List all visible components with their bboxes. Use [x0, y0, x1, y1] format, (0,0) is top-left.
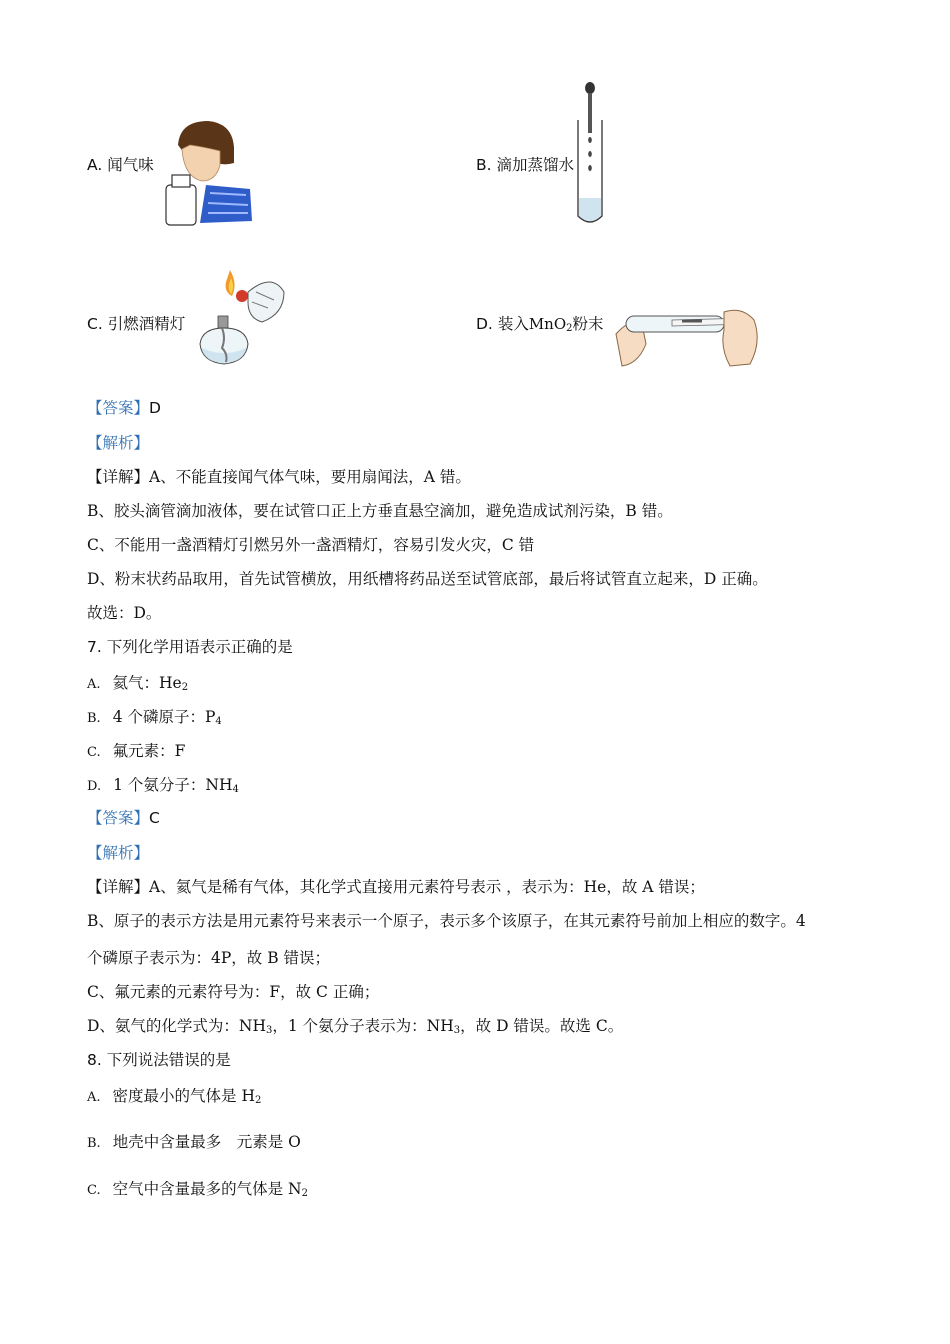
formula: MnO$_2$ — [528, 315, 573, 334]
answer-tag: 【答案】 — [87, 399, 150, 417]
q7-detail-line-4: C、氟元素的元素符号为：F，故 C 正确； — [87, 983, 380, 1001]
detail-text: A、氦气是稀有气体，其化学式直接用元素符号表示 ，表示为：He，故 A 错误； — [149, 878, 705, 896]
option-letter: C. — [87, 315, 103, 333]
option-letter: B. — [476, 156, 492, 174]
figure-option-a — [87, 155, 154, 175]
q7-stem: 7. 下列化学用语表示正确的是 — [87, 638, 293, 656]
option-text: 引燃酒精灯 — [107, 315, 186, 333]
option-text: 装入 — [497, 315, 529, 333]
q6-detail-line-4: D、粉末状药品取用，首先试管横放，用纸槽将药品送至试管底部，最后将试管直立起来，D 正确。 — [87, 570, 768, 588]
q7-option-a: A. 氦气：$He_2$ — [87, 674, 189, 693]
lighting-alcohol-lamp-illustration — [192, 262, 288, 368]
q8-option-a: A. 密度最小的气体是 $H_2$ — [87, 1087, 262, 1106]
q7-detail-line-3: 个磷原子表示为：4P，故 B 错误； — [87, 949, 331, 967]
q6-analysis-tag: 【解析】 — [87, 434, 150, 452]
answer-value: D — [149, 399, 161, 417]
q7-detail-line-2: B、原子的表示方法是用元素符号来表示一个原子，表示多个该原子，在其元素符号前加上相应的数字。4 — [87, 912, 806, 930]
option-text: 滴加蒸馏水 — [496, 156, 575, 174]
option-letter: D. — [476, 315, 493, 333]
q7-option-d: D. 1 个氨分子：$NH_4$ — [87, 776, 239, 795]
adding-powder-illustration — [612, 294, 762, 370]
detail-tag: 【详解】 — [87, 878, 150, 896]
dropper-test-tube-illustration — [572, 80, 608, 228]
option-text-after: 粉末 — [572, 315, 604, 333]
q8-option-b: B. 地壳中含量最多 元素是 O — [87, 1133, 301, 1151]
figure-option-d — [476, 314, 604, 334]
figure-option-c — [87, 314, 185, 334]
q7-option-c: C. 氟元素：F — [87, 742, 186, 760]
q8-stem: 8. 下列说法错误的是 — [87, 1051, 231, 1069]
figure-option-b — [476, 155, 574, 175]
q7-option-b: B. 4 个磷原子：$P_4$ — [87, 708, 222, 727]
detail-text: A、不能直接闻气体气味，要用扇闻法，A 错。 — [149, 468, 471, 486]
smelling-gas-illustration — [160, 115, 255, 227]
q6-detail-line-1 — [87, 467, 471, 487]
q7-analysis-tag: 【解析】 — [87, 844, 150, 862]
option-text: 闻气味 — [107, 156, 154, 174]
answer-tag: 【答案】 — [87, 809, 150, 827]
q7-detail-line-1 — [87, 877, 705, 897]
q8-option-c: C. 空气中含量最多的气体是 $N_2$ — [87, 1180, 308, 1199]
q7-detail-line-5: D、氨气的化学式为：$NH_3$，1 个氨分子表示为：$NH_3$，故 D 错误。故选 C。 — [87, 1017, 624, 1036]
q6-detail-line-5: 故选：D。 — [87, 604, 162, 622]
q7-answer — [87, 808, 160, 828]
q6-detail-line-2: B、胶头滴管滴加液体，要在试管口正上方垂直悬空滴加，避免造成试剂污染，B 错。 — [87, 502, 673, 520]
q6-answer — [87, 398, 161, 418]
answer-value: C — [149, 809, 160, 827]
detail-tag: 【详解】 — [87, 468, 150, 486]
option-letter: A. — [87, 156, 103, 174]
q6-detail-line-3: C、不能用一盏酒精灯引燃另外一盏酒精灯，容易引发火灾，C 错 — [87, 536, 535, 554]
